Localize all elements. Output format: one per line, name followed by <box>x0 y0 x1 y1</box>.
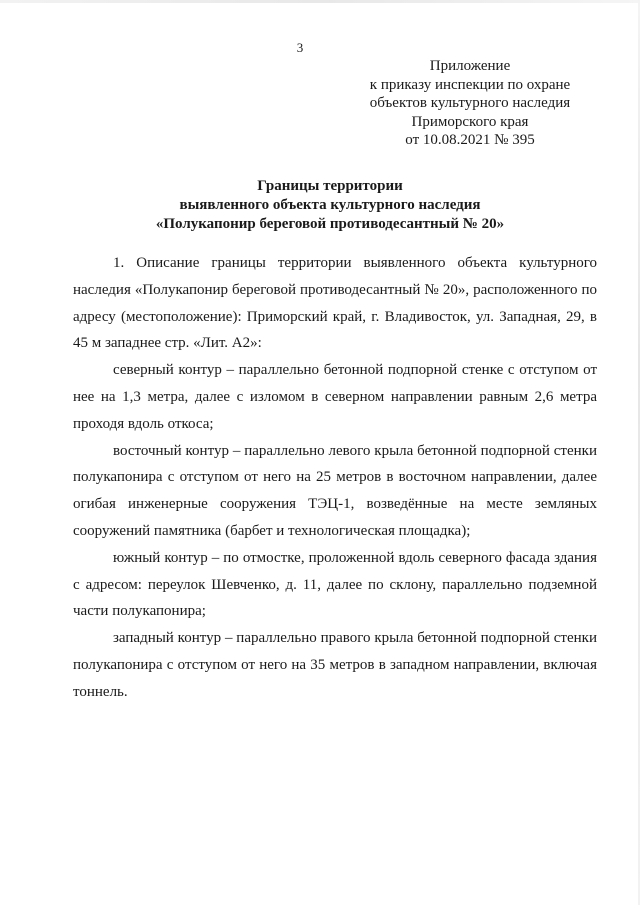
title-line: Границы территории <box>257 178 403 194</box>
title-line: «Полукапонир береговой противодесантный № 20» <box>155 216 505 232</box>
appendix-line: объектов культурного наследия <box>369 95 571 111</box>
paragraph-description: 1. Описание границы территории выявленного объекта культурного наследия «Полукапонир береговой противодесантный № 20», расположенного по адресу (местоположение): Приморский край, г. Владивосток, ул. Западная, 29, в 45 м западнее стр. «Лит. А2»: <box>73 255 597 352</box>
document-title <box>60 177 600 234</box>
page-number: 3 <box>296 40 304 55</box>
document-body <box>73 250 597 706</box>
paragraph-south-contour: южный контур – по отмостке, проложенной вдоль северного фасада здания с адресом: переулок Шевченко, д. 11, далее по склону, параллельно подземной части полукапонира; <box>73 549 597 620</box>
appendix-header <box>345 57 595 150</box>
paragraph-north-contour: северный контур – параллельно бетонной подпорной стенке с отступом от нее на 1,3 метра, далее с изломом в северном направлении равным 2,6 метра проходя вдоль откоса; <box>73 362 597 432</box>
title-line: выявленного объекта культурного наследия <box>179 197 481 213</box>
appendix-line: Приморского края <box>411 113 529 130</box>
appendix-line: от 10.08.2021 № 395 <box>405 132 535 148</box>
paragraph-west-contour: западный контур – параллельно правого крыла бетонной подпорной стенки полукапонира с отступом от него на 35 метров в западном направлении, включая тоннель. <box>73 630 597 700</box>
scan-edge-top <box>0 0 640 3</box>
appendix-line: Приложение <box>429 58 511 74</box>
appendix-line: к приказу инспекции по охране <box>369 76 571 93</box>
paragraph-east-contour: восточный контур – параллельно левого крыла бетонной подпорной стенки полукапонира с отступом от него на 25 метров в восточном направлении, далее огибая инженерные сооружения ТЭЦ-1, возведённые на месте земляных сооружений памятника (барбет и технологическая площадка); <box>73 442 597 539</box>
